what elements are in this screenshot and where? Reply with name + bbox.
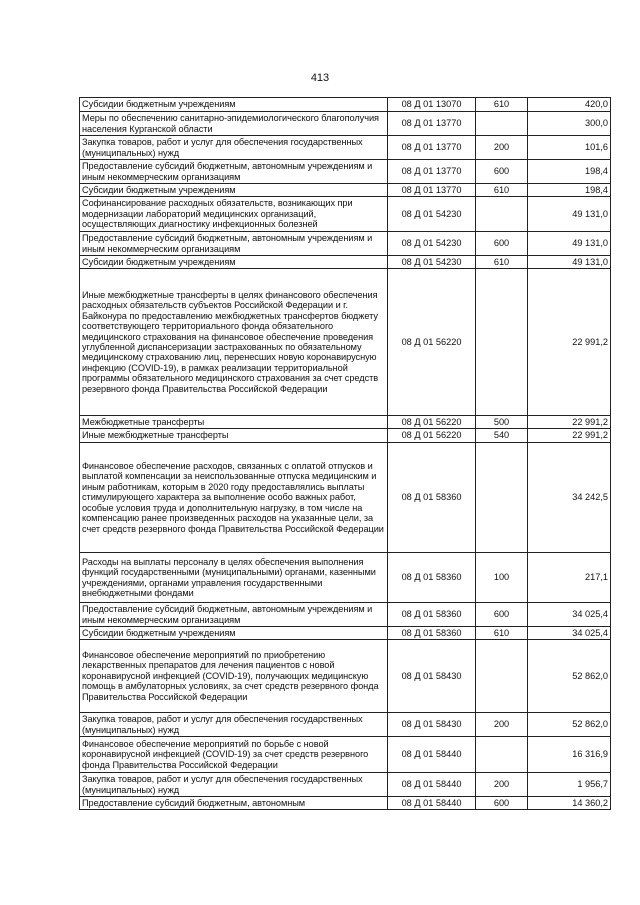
row-amount-cell: 22 991,2 (528, 416, 611, 429)
row-expense-type-cell: 600 (476, 160, 528, 184)
table-row (80, 640, 611, 713)
row-name-cell: Субсидии бюджетным учреждениям (80, 256, 388, 269)
row-code-cell: 08 Д 01 13770 (388, 136, 476, 160)
row-name-cell: Расходы на выплаты персоналу в целях обеспечения выполнения функций государственными (муниципальными) органами, казенными учреждениями, органами управления государственными внебюджетными фондами (80, 553, 388, 603)
row-name-cell: Субсидии бюджетным учреждениям (80, 98, 388, 112)
row-code-cell: 08 Д 01 58430 (388, 640, 476, 713)
row-name-cell: Софинансирование расходных обязательств, возникающих при модернизации лабораторий медицинских организаций, осуществляющих диагностику инфекционных болезней (80, 197, 388, 232)
row-name-cell: Финансовое обеспечение расходов, связанных с оплатой отпусков и выплатой компенсации за неиспользованные отпуска медицинским и иным работникам, которым в 2020 году предоставлялись выплаты стимулирующего характера за выполнение особо важных работ, особые условия труда и дополнительную нагрузку, в том числе на компенсацию ранее произведенных расходов на указанные цели, за счет средств резервного фонда Правительства Российской Федерации (80, 443, 388, 553)
table-row (80, 197, 611, 232)
table-row (80, 737, 611, 773)
row-amount-cell: 300,0 (528, 112, 611, 136)
table-row (80, 160, 611, 184)
table-row (80, 603, 611, 627)
budget-table-body (80, 98, 611, 810)
row-name-cell: Субсидии бюджетным учреждениям (80, 184, 388, 197)
row-expense-type-cell: 200 (476, 136, 528, 160)
table-row (80, 627, 611, 640)
row-code-cell: 08 Д 01 58360 (388, 443, 476, 553)
row-amount-cell: 52 862,0 (528, 640, 611, 713)
row-code-cell: 08 Д 01 13770 (388, 160, 476, 184)
row-expense-type-cell (476, 197, 528, 232)
row-code-cell: 08 Д 01 56220 (388, 416, 476, 429)
table-row (80, 98, 611, 112)
row-amount-cell: 49 131,0 (528, 256, 611, 269)
row-expense-type-cell: 610 (476, 256, 528, 269)
row-name-cell: Предоставление субсидий бюджетным, автономным учреждениям и иным некоммерческим организациям (80, 603, 388, 627)
row-expense-type-cell (476, 269, 528, 416)
row-name-cell: Закупка товаров, работ и услуг для обеспечения государственных (муниципальных) нужд (80, 713, 388, 737)
row-name-cell: Иные межбюджетные трансферты (80, 429, 388, 443)
row-expense-type-cell: 600 (476, 603, 528, 627)
row-code-cell: 08 Д 01 54230 (388, 256, 476, 269)
row-code-cell: 08 Д 01 58440 (388, 773, 476, 797)
row-code-cell: 08 Д 01 58360 (388, 627, 476, 640)
table-row (80, 112, 611, 136)
row-amount-cell: 198,4 (528, 160, 611, 184)
table-row (80, 184, 611, 197)
row-code-cell: 08 Д 01 58360 (388, 553, 476, 603)
row-expense-type-cell: 500 (476, 416, 528, 429)
table-row (80, 713, 611, 737)
row-expense-type-cell (476, 112, 528, 136)
row-name-cell: Иные межбюджетные трансферты в целях финансового обеспечения расходных обязательств субъектов Российской Федерации и г. Байконура по предоставлению межбюджетных трансфертов бюджету соответствующего территориального фонда обязательного медицинского страхования на финансовое обеспечение проведения углубленной диспансеризации застрахованных по обязательному медицинскому страхованию лиц, перенесших новую коронавирусную инфекцию (COVID-19), в рамках реализации территориальной программы обязательного медицинского страхования за счет средств резервного фонда Правительства Российской Федерации (80, 269, 388, 416)
row-amount-cell: 420,0 (528, 98, 611, 112)
row-name-cell: Финансовое обеспечение мероприятий по борьбе с новой коронавирусной инфекцией (COVID-19) за счет средств резервного фонда Правительства Российской Федерации (80, 737, 388, 773)
row-expense-type-cell: 200 (476, 773, 528, 797)
row-name-cell: Финансовое обеспечение мероприятий по приобретению лекарственных препаратов для лечения пациентов с новой коронавирусной инфекцией (COVID-19), получающих медицинскую помощь в амбулаторных условиях, за счет средств резервного фонда Правительства Российской Федерации (80, 640, 388, 713)
row-amount-cell: 49 131,0 (528, 232, 611, 256)
row-expense-type-cell: 610 (476, 184, 528, 197)
row-expense-type-cell (476, 640, 528, 713)
page-number: 413 (310, 72, 330, 84)
table-row (80, 136, 611, 160)
table-row (80, 232, 611, 256)
row-amount-cell: 198,4 (528, 184, 611, 197)
row-name-cell: Межбюджетные трансферты (80, 416, 388, 429)
row-code-cell: 08 Д 01 54230 (388, 232, 476, 256)
row-code-cell: 08 Д 01 58360 (388, 603, 476, 627)
row-amount-cell: 52 862,0 (528, 713, 611, 737)
row-expense-type-cell (476, 443, 528, 553)
row-code-cell: 08 Д 01 13770 (388, 112, 476, 136)
row-code-cell: 08 Д 01 58440 (388, 797, 476, 810)
row-amount-cell: 34 025,4 (528, 627, 611, 640)
row-name-cell: Закупка товаров, работ и услуг для обеспечения государственных (муниципальных) нужд (80, 136, 388, 160)
table-row (80, 443, 611, 553)
row-code-cell: 08 Д 01 13770 (388, 184, 476, 197)
row-code-cell: 08 Д 01 54230 (388, 197, 476, 232)
row-amount-cell: 217,1 (528, 553, 611, 603)
table-row (80, 797, 611, 810)
row-amount-cell: 22 991,2 (528, 429, 611, 443)
row-expense-type-cell: 600 (476, 232, 528, 256)
row-expense-type-cell: 100 (476, 553, 528, 603)
row-name-cell: Закупка товаров, работ и услуг для обеспечения государственных (муниципальных) нужд (80, 773, 388, 797)
row-code-cell: 08 Д 01 13070 (388, 98, 476, 112)
row-expense-type-cell: 610 (476, 98, 528, 112)
row-code-cell: 08 Д 01 58440 (388, 737, 476, 773)
row-name-cell: Меры по обеспечению санитарно-эпидемиологического благополучия населения Курганской области (80, 112, 388, 136)
row-name-cell: Предоставление субсидий бюджетным, автономным учреждениям и иным некоммерческим организациям (80, 232, 388, 256)
table-row (80, 269, 611, 416)
row-amount-cell: 101,6 (528, 136, 611, 160)
row-amount-cell: 34 242,5 (528, 443, 611, 553)
row-expense-type-cell: 200 (476, 713, 528, 737)
row-expense-type-cell: 610 (476, 627, 528, 640)
row-name-cell: Субсидии бюджетным учреждениям (80, 627, 388, 640)
row-expense-type-cell: 540 (476, 429, 528, 443)
table-row (80, 256, 611, 269)
table-row (80, 429, 611, 443)
row-amount-cell: 16 316,9 (528, 737, 611, 773)
row-amount-cell: 49 131,0 (528, 197, 611, 232)
row-amount-cell: 1 956,7 (528, 773, 611, 797)
table-row (80, 553, 611, 603)
table-row (80, 773, 611, 797)
row-amount-cell: 34 025,4 (528, 603, 611, 627)
row-name-cell: Предоставление субсидий бюджетным, автономным (80, 797, 388, 810)
row-code-cell: 08 Д 01 56220 (388, 269, 476, 416)
row-amount-cell: 22 991,2 (528, 269, 611, 416)
table-row (80, 416, 611, 429)
row-code-cell: 08 Д 01 58430 (388, 713, 476, 737)
row-expense-type-cell: 600 (476, 797, 528, 810)
row-code-cell: 08 Д 01 56220 (388, 429, 476, 443)
row-name-cell: Предоставление субсидий бюджетным, автономным учреждениям и иным некоммерческим организациям (80, 160, 388, 184)
row-expense-type-cell (476, 737, 528, 773)
row-amount-cell: 14 360,2 (528, 797, 611, 810)
budget-table (79, 97, 611, 810)
